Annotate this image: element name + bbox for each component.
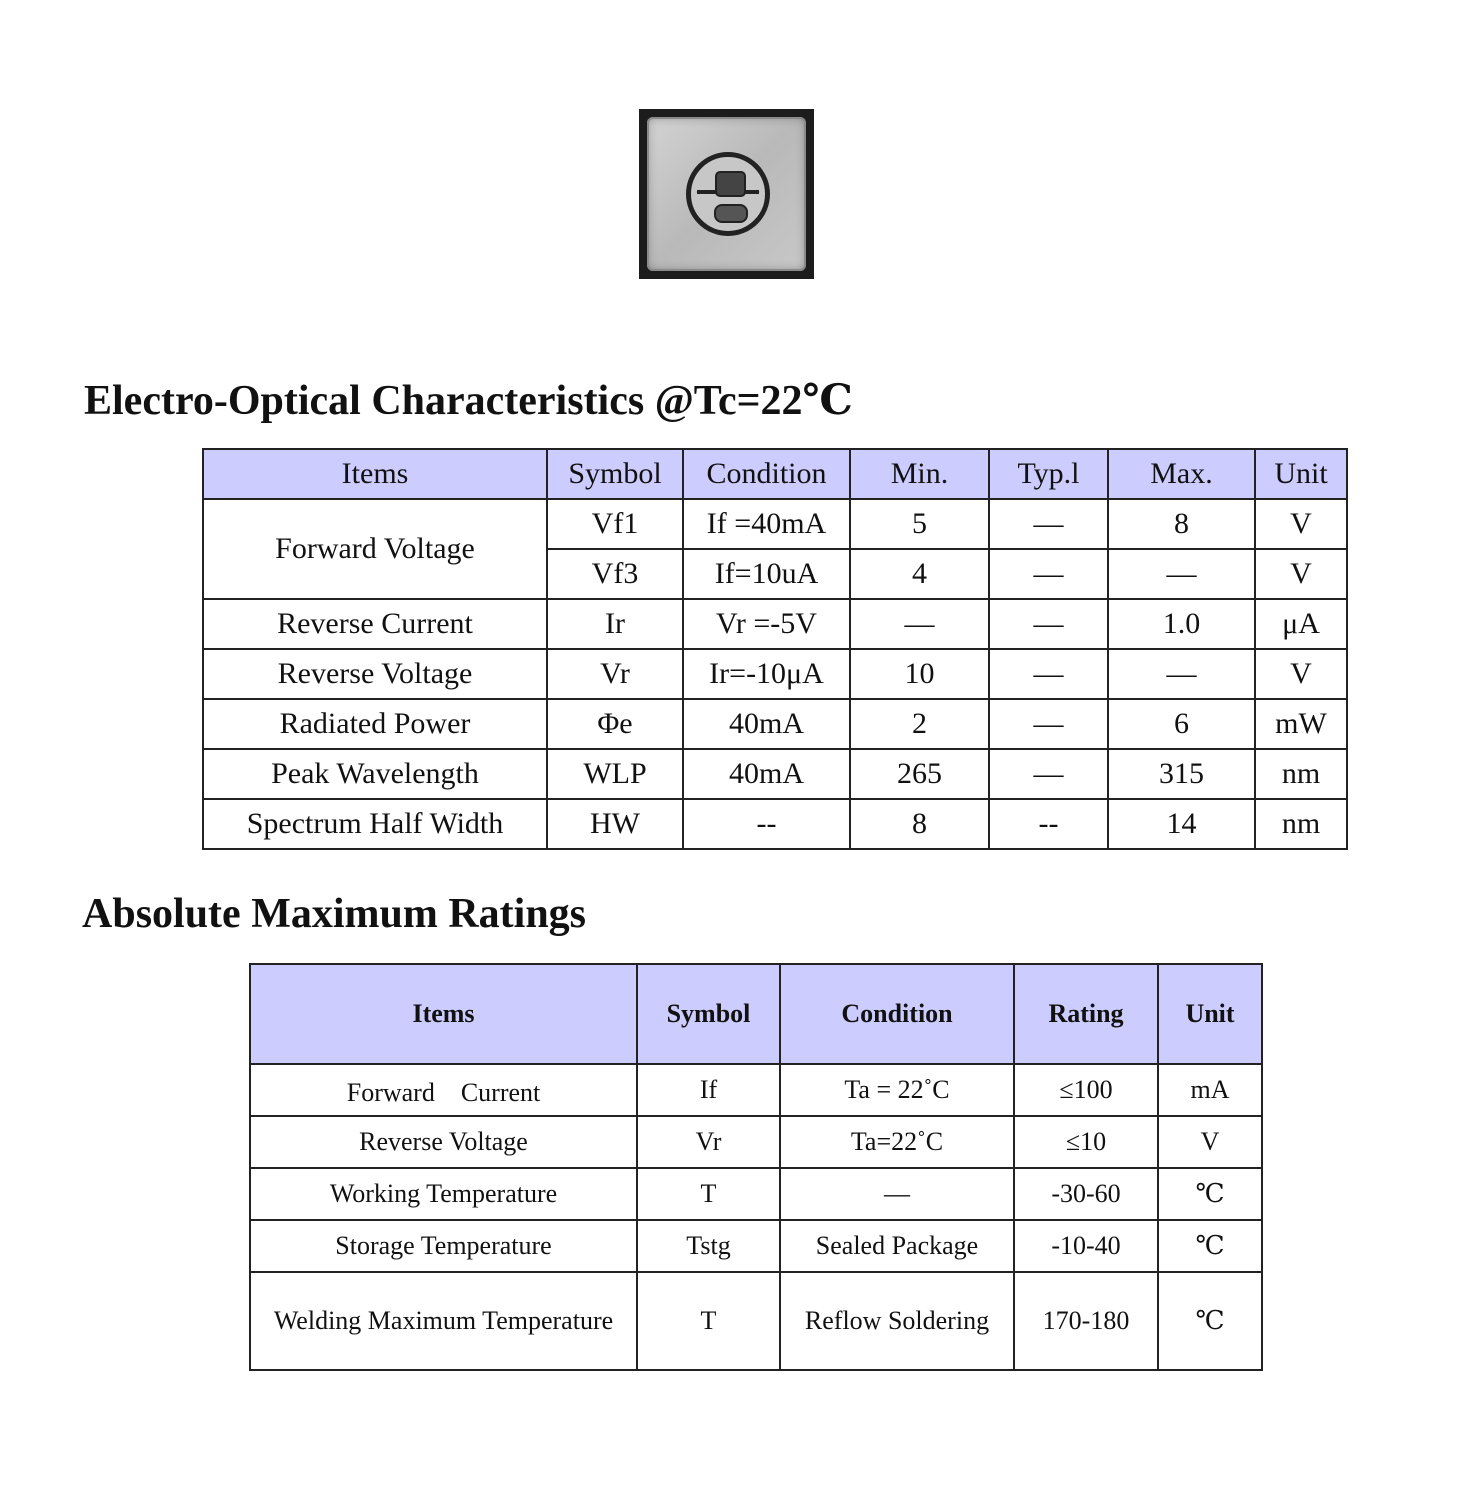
table-row	[203, 699, 1347, 749]
unit-cell: V	[1255, 549, 1347, 599]
symbol-cell: Φe	[547, 699, 683, 749]
item-cell: Spectrum Half Width	[203, 799, 547, 849]
symbol-cell: Vr	[637, 1116, 780, 1168]
min-cell: 4	[850, 549, 989, 599]
unit-cell: nm	[1255, 749, 1347, 799]
max-cell: 8	[1108, 499, 1255, 549]
symbol-cell: T	[637, 1272, 780, 1370]
item-cell: Storage Temperature	[250, 1220, 637, 1272]
table-row	[250, 1220, 1262, 1272]
typ-cell: —	[989, 499, 1108, 549]
unit-cell: mW	[1255, 699, 1347, 749]
table-row	[203, 799, 1347, 849]
table-row	[203, 599, 1347, 649]
header-cell: Unit	[1158, 964, 1262, 1064]
min-cell: —	[850, 599, 989, 649]
symbol-cell: HW	[547, 799, 683, 849]
unit-cell: μA	[1255, 599, 1347, 649]
rating-cell: ≤100	[1014, 1064, 1158, 1116]
table-row	[203, 499, 1347, 549]
rating-cell: -10-40	[1014, 1220, 1158, 1272]
max-cell: 14	[1108, 799, 1255, 849]
table-row	[250, 1272, 1262, 1370]
header-cell: Items	[203, 449, 547, 499]
condition-cell: Vr =-5V	[683, 599, 850, 649]
header-cell: Items	[250, 964, 637, 1064]
symbol-cell: Vr	[547, 649, 683, 699]
item-cell: Reverse Voltage	[250, 1116, 637, 1168]
header-cell: Typ.l	[989, 449, 1108, 499]
item-cell: Welding Maximum Temperature	[250, 1272, 637, 1370]
header-cell: Condition	[780, 964, 1014, 1064]
condition-cell: 40mA	[683, 749, 850, 799]
item-cell: Working Temperature	[250, 1168, 637, 1220]
min-cell: 5	[850, 499, 989, 549]
rating-cell: ≤10	[1014, 1116, 1158, 1168]
condition-cell: If=10uA	[683, 549, 850, 599]
table-row	[203, 649, 1347, 699]
table-row	[203, 749, 1347, 799]
condition-cell: --	[683, 799, 850, 849]
item-cell: Reverse Voltage	[203, 649, 547, 699]
electro-optical-table	[202, 448, 1348, 850]
header-cell: Symbol	[637, 964, 780, 1064]
symbol-cell: Tstg	[637, 1220, 780, 1272]
led-package-image	[639, 109, 814, 279]
item-cell: Peak Wavelength	[203, 749, 547, 799]
table-row	[250, 1064, 1262, 1116]
header-cell: Condition	[683, 449, 850, 499]
header-cell: Unit	[1255, 449, 1347, 499]
min-cell: 265	[850, 749, 989, 799]
max-cell: 1.0	[1108, 599, 1255, 649]
min-cell: 10	[850, 649, 989, 699]
header-cell: Min.	[850, 449, 989, 499]
typ-cell: —	[989, 549, 1108, 599]
typ-cell: —	[989, 599, 1108, 649]
min-cell: 8	[850, 799, 989, 849]
led-chip	[715, 171, 746, 197]
symbol-cell: WLP	[547, 749, 683, 799]
item-cell: Forward Voltage	[203, 499, 547, 599]
condition-cell: —	[780, 1168, 1014, 1220]
item-cell: Reverse Current	[203, 599, 547, 649]
rating-cell: 170-180	[1014, 1272, 1158, 1370]
absolute-max-title: Absolute Maximum Ratings	[82, 891, 587, 937]
symbol-cell: T	[637, 1168, 780, 1220]
unit-cell: ℃	[1158, 1272, 1262, 1370]
typ-cell: —	[989, 649, 1108, 699]
unit-cell: V	[1158, 1116, 1262, 1168]
condition-cell: Ta = 22˚C	[780, 1064, 1014, 1116]
symbol-cell: If	[637, 1064, 780, 1116]
led-ceramic-plate	[647, 117, 806, 271]
symbol-cell: Vf1	[547, 499, 683, 549]
unit-cell: ℃	[1158, 1168, 1262, 1220]
max-cell: —	[1108, 649, 1255, 699]
header-cell: Max.	[1108, 449, 1255, 499]
unit-cell: mA	[1158, 1064, 1262, 1116]
condition-cell: Sealed Package	[780, 1220, 1014, 1272]
symbol-cell: Ir	[547, 599, 683, 649]
condition-cell: Ta=22˚C	[780, 1116, 1014, 1168]
typ-cell: —	[989, 749, 1108, 799]
header-cell: Symbol	[547, 449, 683, 499]
table-row	[250, 1168, 1262, 1220]
min-cell: 2	[850, 699, 989, 749]
table-header-row	[250, 964, 1262, 1064]
item-cell: Radiated Power	[203, 699, 547, 749]
table-row	[250, 1116, 1262, 1168]
led-zener	[714, 204, 748, 223]
typ-cell: --	[989, 799, 1108, 849]
item-cell: Forward Current	[250, 1064, 637, 1116]
symbol-cell: Vf3	[547, 549, 683, 599]
electro-optical-title: Electro-Optical Characteristics @Tc=22℃	[84, 378, 853, 424]
condition-cell: Reflow Soldering	[780, 1272, 1014, 1370]
max-cell: 6	[1108, 699, 1255, 749]
rating-cell: -30-60	[1014, 1168, 1158, 1220]
max-cell: —	[1108, 549, 1255, 599]
header-cell: Rating	[1014, 964, 1158, 1064]
max-cell: 315	[1108, 749, 1255, 799]
led-reflector-cup	[686, 152, 770, 236]
unit-cell: V	[1255, 499, 1347, 549]
condition-cell: If =40mA	[683, 499, 850, 549]
unit-cell: nm	[1255, 799, 1347, 849]
unit-cell: ℃	[1158, 1220, 1262, 1272]
table-header-row	[203, 449, 1347, 499]
unit-cell: V	[1255, 649, 1347, 699]
absolute-max-table	[249, 963, 1263, 1371]
condition-cell: 40mA	[683, 699, 850, 749]
condition-cell: Ir=-10μA	[683, 649, 850, 699]
typ-cell: —	[989, 699, 1108, 749]
